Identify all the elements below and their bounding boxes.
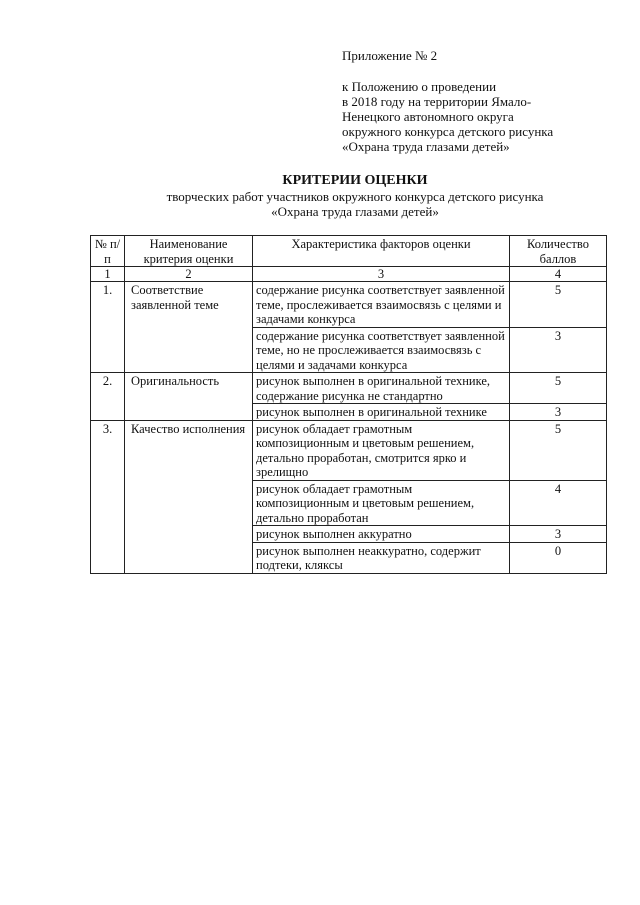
- factor-text: содержание рисунка соответствует заявленной теме, но не прослеживается взаимосвязь с целями и задачами конкурса: [253, 327, 510, 373]
- table-row: [91, 420, 607, 480]
- criteria-table: [90, 235, 607, 574]
- factor-score: 5: [510, 282, 607, 328]
- factor-text: рисунок выполнен в оригинальной технике, содержание рисунка не стандартно: [253, 373, 510, 404]
- criterion-num: 1.: [91, 282, 125, 373]
- index-cell: 3: [253, 267, 510, 282]
- document-heading: [90, 173, 620, 219]
- header-score: Количество баллов: [510, 236, 607, 267]
- appendix-line: Ненецкого автономного округа: [342, 109, 514, 124]
- document-subtitle: творческих работ участников окружного конкурса детского рисунка: [166, 189, 544, 204]
- appendix-header: [342, 48, 553, 154]
- appendix-line: «Охрана труда глазами детей»: [342, 139, 510, 154]
- table-row: [91, 282, 607, 328]
- header-characteristic: Характеристика факторов оценки: [253, 236, 510, 267]
- criterion-name: Оригинальность: [125, 373, 253, 421]
- table-row: [91, 373, 607, 404]
- header-num: № п/п: [91, 236, 125, 267]
- index-cell: 1: [91, 267, 125, 282]
- index-cell: 4: [510, 267, 607, 282]
- factor-text: рисунок выполнен в оригинальной технике: [253, 404, 510, 421]
- criterion-name: Соответствие заявленной теме: [125, 282, 253, 373]
- appendix-line: в 2018 году на территории Ямало-: [342, 94, 532, 109]
- factor-score: 5: [510, 373, 607, 404]
- factor-text: рисунок выполнен неаккуратно, содержит подтеки, кляксы: [253, 542, 510, 573]
- appendix-number: Приложение № 2: [342, 48, 438, 63]
- table-index-row: [91, 267, 607, 282]
- criterion-name: Качество исполнения: [125, 420, 253, 573]
- appendix-line: окружного конкурса детского рисунка: [342, 124, 554, 139]
- appendix-line: к Положению о проведении: [342, 79, 497, 94]
- document-title: КРИТЕРИИ ОЦЕНКИ: [282, 173, 428, 188]
- criterion-num: 2.: [91, 373, 125, 421]
- factor-text: рисунок обладает грамотным композиционным и цветовым решением, детально проработан, смотрится ярко и зрелищно: [253, 420, 510, 480]
- criterion-num: 3.: [91, 420, 125, 573]
- factor-score: 3: [510, 404, 607, 421]
- factor-score: 5: [510, 420, 607, 480]
- index-cell: 2: [125, 267, 253, 282]
- table-header-row: [91, 236, 607, 267]
- factor-score: 3: [510, 327, 607, 373]
- factor-score: 4: [510, 480, 607, 526]
- factor-text: рисунок выполнен аккуратно: [253, 526, 510, 543]
- header-name: Наименование критерия оценки: [125, 236, 253, 267]
- factor-text: рисунок обладает грамотным композиционным и цветовым решением, детально проработан: [253, 480, 510, 526]
- factor-score: 3: [510, 526, 607, 543]
- document-subtitle: «Охрана труда глазами детей»: [271, 204, 439, 219]
- factor-text: содержание рисунка соответствует заявленной теме, прослеживается взаимосвязь с целями и задачами конкурса: [253, 282, 510, 328]
- factor-score: 0: [510, 542, 607, 573]
